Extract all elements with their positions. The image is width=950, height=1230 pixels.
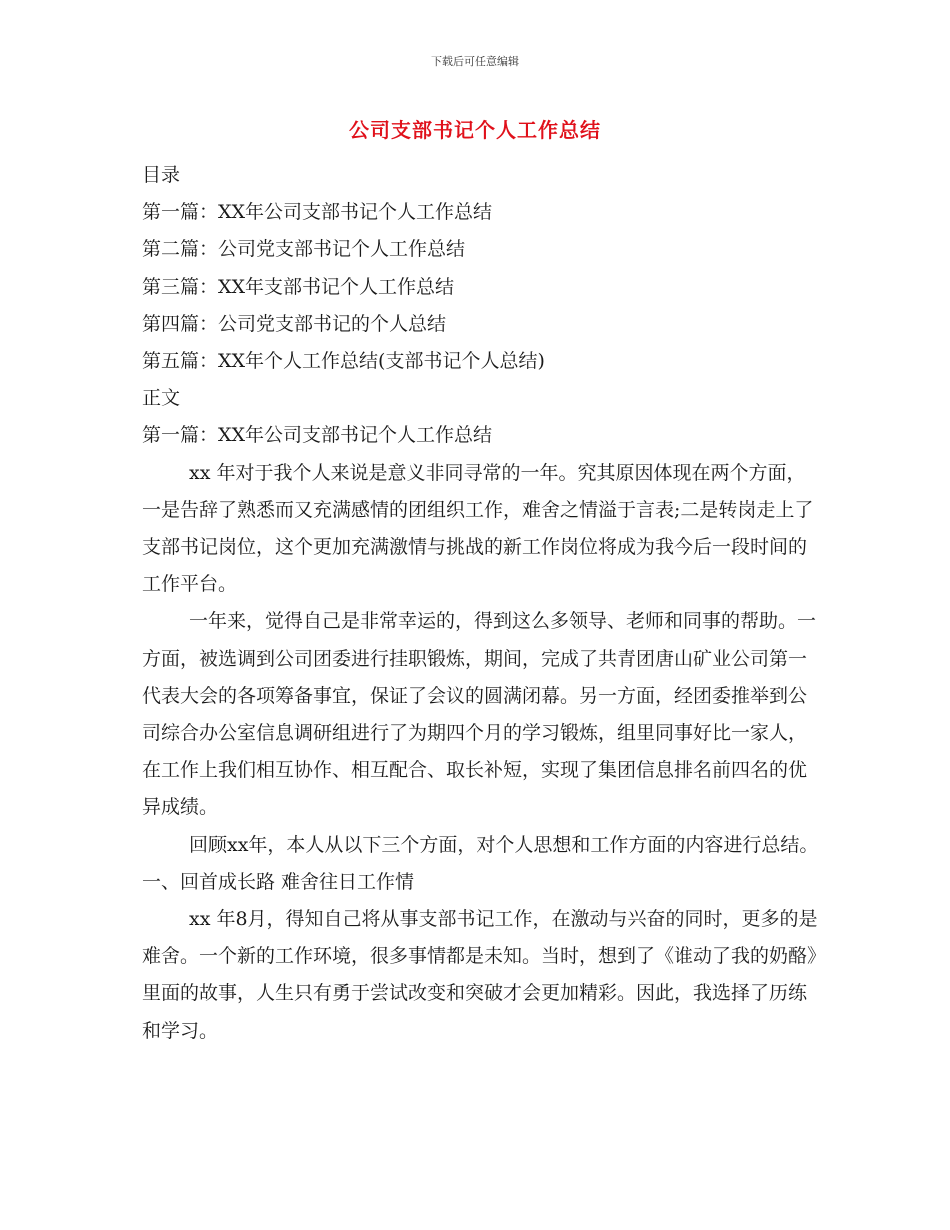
toc-item: 第四篇：公司党支部书记的个人总结	[142, 312, 447, 335]
toc-item: 第五篇：XX年个人工作总结(支部书记个人总结)	[142, 350, 545, 373]
toc-item: 第一篇：XX年公司支部书记个人工作总结	[142, 201, 493, 224]
body-paragraph: xx 年8月，得知自己将从事支部书记工作，在激动与兴奋的同时，更多的是难舍。一个新的工作环境，很多事情都是未知。当时，想到了《谁动了我的奶酪》里面的故事，人生只有勇于尝试改变和突破才会更加精彩。因此，我选择了历练和学习。	[142, 908, 818, 1042]
toc-item: 第三篇：XX年支部书记个人工作总结	[142, 275, 455, 298]
body-label: 正文	[142, 387, 181, 410]
document-title: 公司支部书记个人工作总结	[349, 118, 601, 142]
body-paragraph: xx 年对于我个人来说是意义非同寻常的一年。究其原因体现在两个方面，一是告辞了熟悉而又充满感情的团组织工作，难舍之情溢于言表;二是转岗走上了支部书记岗位，这个更加充满激情与挑战的新工作岗位将成为我今后一段时间的工作平台。	[142, 461, 814, 596]
document-body	[142, 157, 822, 1050]
toc-label: 目录	[142, 164, 181, 186]
section-heading: 一、回首成长路 难舍往日工作情	[142, 870, 415, 893]
body-paragraph: 回顾xx年，本人从以下三个方面，对个人思想和工作方面的内容进行总结。	[189, 833, 819, 856]
body-paragraph: 一年来，觉得自己是非常幸运的，得到这么多领导、老师和同事的帮助。一方面，被选调到公司团委进行挂职锻炼，期间，完成了共青团唐山矿业公司第一代表大会的各项筹备事宜，保证了会议的圆满闭幕。另一方面，经团委推举到公司综合办公室信息调研组进行了为期四个月的学习锻炼，组里同事好比一家人，在工作上我们相互协作、相互配合、取长补短，实现了集团信息排名前四名的优异成绩。	[142, 610, 817, 819]
page-header: 下载后可任意编辑	[431, 55, 519, 68]
chapter-heading: 第一篇：XX年公司支部书记个人工作总结	[142, 424, 493, 447]
toc-item: 第二篇：公司党支部书记个人工作总结	[142, 238, 466, 261]
